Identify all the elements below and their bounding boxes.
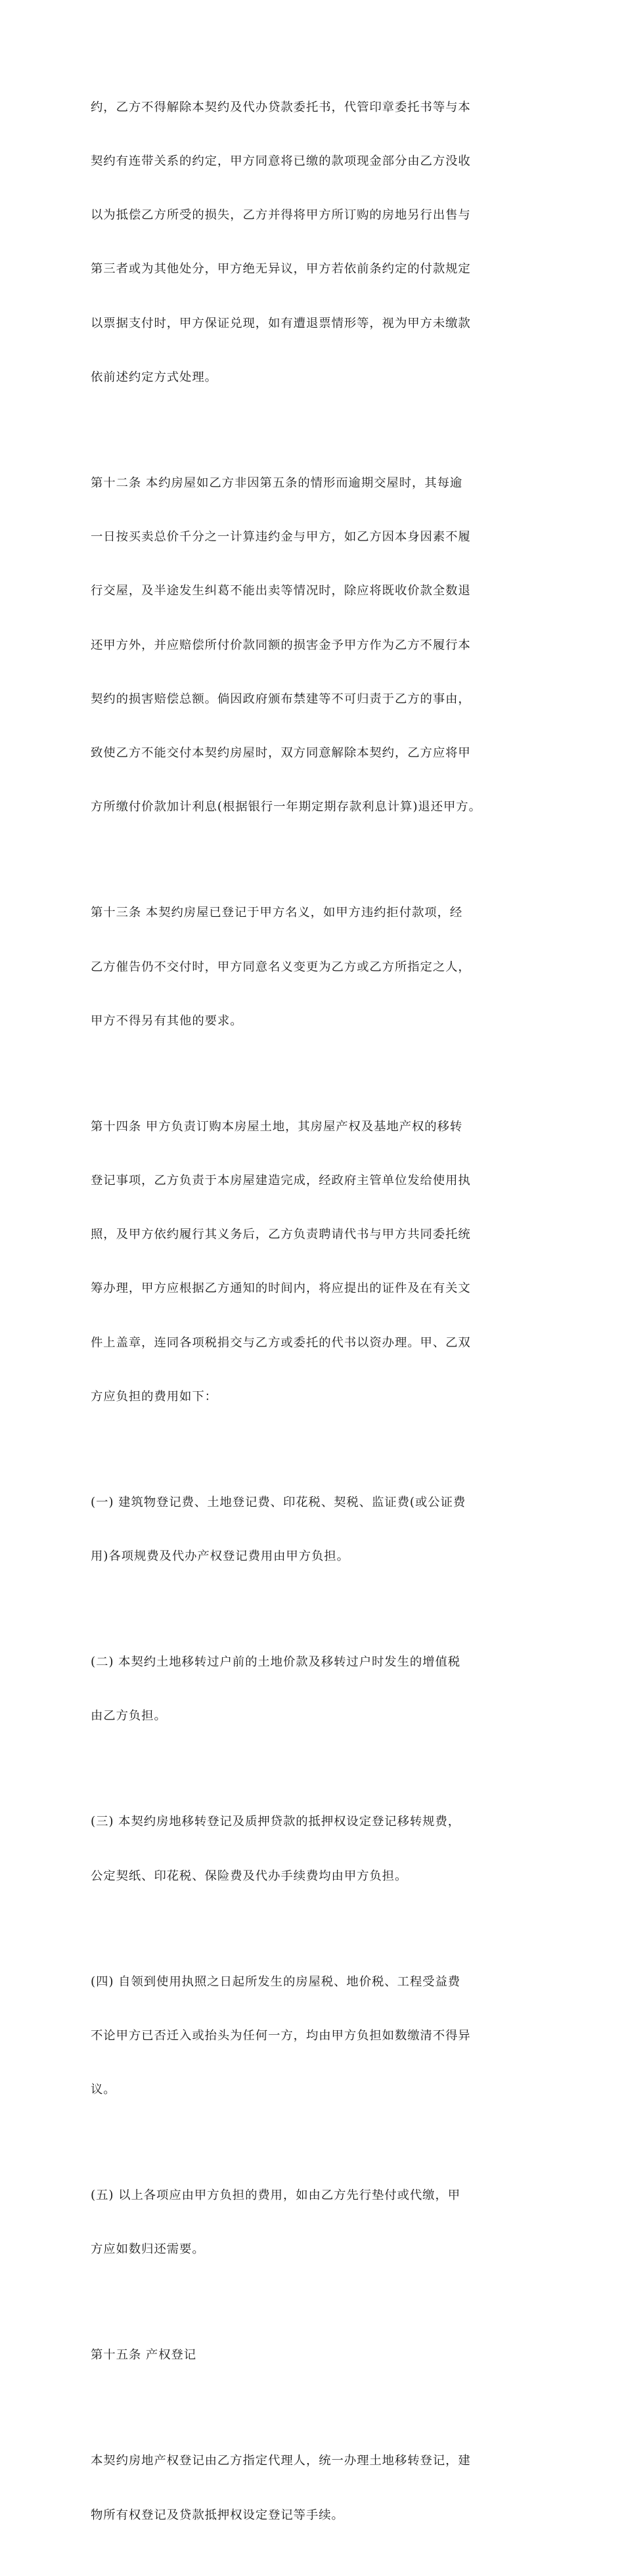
text-line: (五) 以上各项应由甲方负担的费用，如由乙方先行垫付或代缴，甲 <box>91 2188 461 2203</box>
text-line: 第十三条 本契约房屋已登记于甲方名义，如甲方违约拒付款项，经 <box>91 906 463 920</box>
paragraph-item-3 <box>91 1777 537 1921</box>
text-line: (三) 本契约房地移转登记及质押贷款的抵押权设定登记移转规费， <box>91 1815 461 1829</box>
paragraph-article-13 <box>91 868 537 1065</box>
paragraph-article-12 <box>91 438 537 852</box>
text-line: 议。 <box>91 2083 116 2097</box>
text-line: 登记事项，乙方负责于本房屋建造完成，经政府主管单位发给使用执 <box>91 1173 471 1188</box>
text-line: (二) 本契约土地移转过户前的土地价款及移转过户时发生的增值税 <box>91 1655 461 1670</box>
heading-article-15 <box>91 2311 537 2401</box>
text-line: 由乙方负担。 <box>91 1709 167 1723</box>
paragraph-article-15-body <box>91 2416 537 2560</box>
text-line: 用)各项规费及代办产权登记费用由甲方负担。 <box>91 1549 349 1564</box>
text-line: 以票据支付时，甲方保证兑现，如有遭退票情形等，视为甲方未缴款 <box>91 316 471 330</box>
text-line: 契约的损害赔偿总额。倘因政府颁布禁建等不可归责于乙方的事由， <box>91 692 471 706</box>
text-line: 还甲方外，并应赔偿所付价款同额的损害金予甲方作为乙方不履行本 <box>91 638 471 652</box>
paragraph-item-5 <box>91 2150 537 2294</box>
paragraph-article-14 <box>91 1082 537 1442</box>
text-line: 行交屋，及半途发生纠葛不能出卖等情况时，除应将既收价款全数退 <box>91 584 471 598</box>
text-line: 方应如数归还需要。 <box>91 2242 205 2257</box>
text-line: 依前述约定方式处理。 <box>91 370 217 384</box>
text-line: 第三者或为其他处分，甲方绝无异议，甲方若依前条约定的付款规定 <box>91 262 471 277</box>
paragraph-item-4 <box>91 1937 537 2135</box>
text-line: 公定契纸、印花税、保险费及代办手续费均由甲方负担。 <box>91 1869 408 1883</box>
text-line: 第十四条 甲方负责订购本房屋土地，其房屋产权及基地产权的移转 <box>91 1119 463 1134</box>
text-line: (四) 自领到使用执照之日起所发生的房屋税、地价税、工程受益费 <box>91 1974 461 1989</box>
paragraph-article-11-continued <box>91 62 537 422</box>
document-page <box>91 62 537 2576</box>
text-line: 致使乙方不能交付本契约房屋时，双方同意解除本契约，乙方应将甲 <box>91 746 471 761</box>
text-line: 不论甲方已否迁入或抬头为任何一方，均由甲方负担如数缴清不得异 <box>91 2028 471 2043</box>
text-line: 照，及甲方依约履行其义务后，乙方负责聘请代书与甲方共同委托统 <box>91 1228 471 1242</box>
text-line: 以为抵偿乙方所受的损失，乙方并得将甲方所订购的房地另行出售与 <box>91 208 471 223</box>
text-line: 物所有权登记及贷款抵押权设定登记等手续。 <box>91 2508 344 2522</box>
text-line: (一) 建筑物登记费、土地登记费、印花税、契税、监证费(或公证费 <box>91 1495 466 1509</box>
text-line: 第十五条 产权登记 <box>91 2348 197 2363</box>
text-line: 筹办理，甲方应根据乙方通知的时间内，将应提出的证件及在有关文 <box>91 1281 471 1296</box>
text-line: 乙方催告仍不交付时，甲方同意名义变更为乙方或乙方所指定之人， <box>91 960 471 974</box>
text-line: 甲方不得另有其他的要求。 <box>91 1013 243 1028</box>
paragraph-item-2 <box>91 1617 537 1761</box>
text-line: 第十二条 本约房屋如乙方非因第五条的情形而逾期交屋时，其每逾 <box>91 476 463 490</box>
text-line: 契约有连带关系的约定，甲方同意将已缴的款项现金部分由乙方没收 <box>91 154 471 169</box>
text-line: 一日按买卖总价千分之一计算违约金与甲方，如乙方因本身因素不履 <box>91 530 471 544</box>
text-line: 件上盖章，连同各项税捐交与乙方或委托的代书以资办理。甲、乙双 <box>91 1335 471 1350</box>
paragraph-item-1 <box>91 1457 537 1601</box>
text-line: 方所缴付价款加计利息(根据银行一年期定期存款利息计算)退还甲方。 <box>91 800 481 814</box>
text-line: 方应负担的费用如下： <box>91 1389 217 1404</box>
text-line: 本契约房地产权登记由乙方指定代理人，统一办理土地移转登记，建 <box>91 2454 471 2468</box>
text-line: 约，乙方不得解除本契约及代办贷款委托书，代管印章委托书等与本 <box>91 100 471 114</box>
